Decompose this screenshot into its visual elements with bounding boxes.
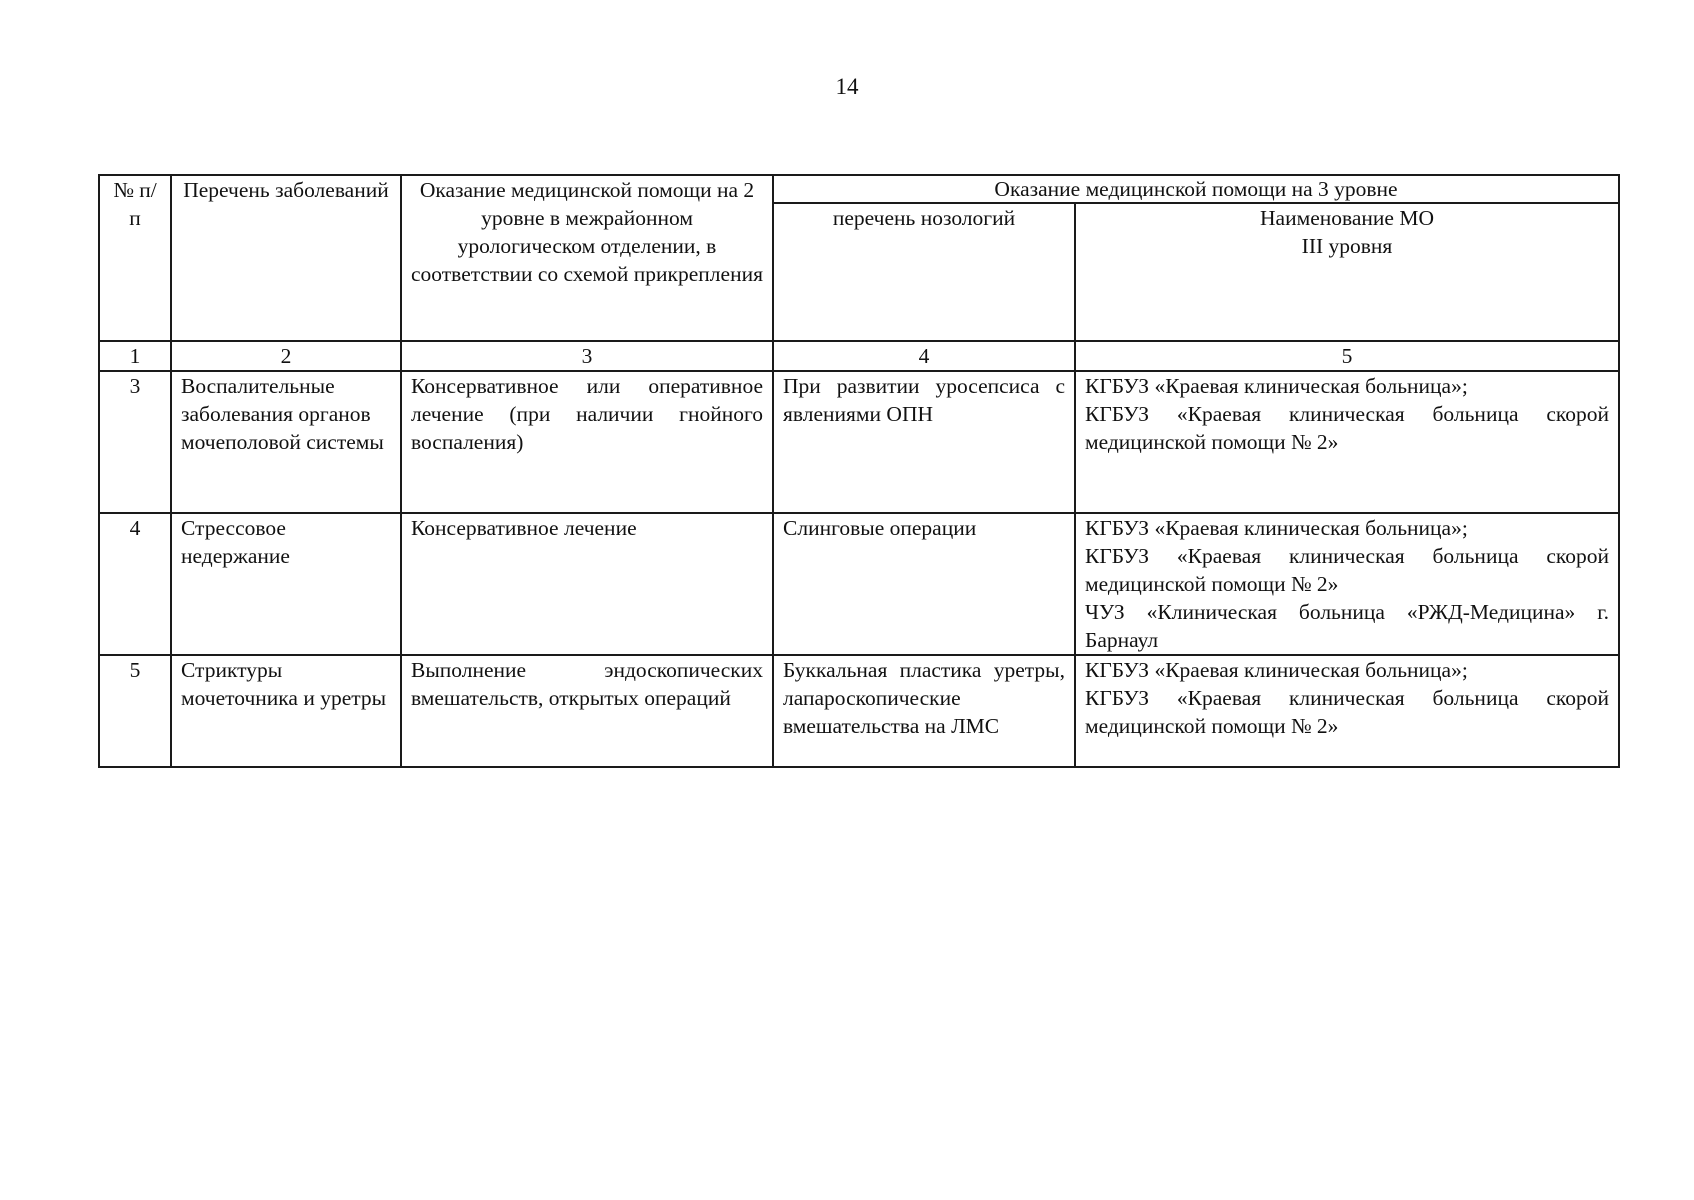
table-row (99, 513, 1619, 655)
column-numbers-row (99, 341, 1619, 371)
level2-cell: Выполнение эндоскопических вмешательств, открытых операций (401, 655, 773, 767)
column-number: 2 (171, 341, 401, 371)
header-number: № п/п (99, 175, 171, 341)
column-number: 4 (773, 341, 1075, 371)
mo-entry: КГБУЗ «Краевая клиническая больница скорой медицинской помощи № 2» (1085, 686, 1609, 738)
mo-cell (1075, 371, 1619, 513)
nosology-cell: Буккальная пластика уретры, лапароскопические вмешательства на ЛМС (773, 655, 1075, 767)
header-level2-care: Оказание медицинской помощи на 2 уровне в межрайонном урологическом отделении, в соответствии со схемой прикрепления (401, 175, 773, 341)
mo-entry: КГБУЗ «Краевая клиническая больница скорой медицинской помощи № 2» (1085, 544, 1609, 596)
header-row-1 (99, 175, 1619, 203)
disease-cell: Воспалительные заболевания органов мочеполовой системы (171, 371, 401, 513)
mo-cell (1075, 513, 1619, 655)
disease-cell: Стриктуры мочеточника и уретры (171, 655, 401, 767)
header-level3-care: Оказание медицинской помощи на 3 уровне (773, 175, 1619, 203)
mo-entry: КГБУЗ «Краевая клиническая больница»; (1085, 516, 1468, 540)
column-number: 5 (1075, 341, 1619, 371)
header-nosology-list: перечень нозологий (773, 203, 1075, 341)
header-mo-name (1075, 203, 1619, 341)
table-row (99, 655, 1619, 767)
column-number: 1 (99, 341, 171, 371)
level2-cell: Консервативное или оперативное лечение (при наличии гнойного воспаления) (401, 371, 773, 513)
row-number: 5 (99, 655, 171, 767)
header-disease-list: Перечень заболеваний (171, 175, 401, 341)
mo-cell (1075, 655, 1619, 767)
mo-entry: КГБУЗ «Краевая клиническая больница»; (1085, 658, 1468, 682)
column-number: 3 (401, 341, 773, 371)
disease-cell: Стрессовое недержание (171, 513, 401, 655)
header-mo-name-line2: III уровня (1301, 234, 1393, 258)
page-number: 14 (835, 74, 859, 99)
care-levels-table (98, 174, 1620, 768)
header-mo-name-line1: Наименование МО (1260, 206, 1434, 230)
mo-entry: ЧУЗ «Клиническая больница «РЖД-Медицина» г. Барнаул (1085, 600, 1609, 652)
row-number: 3 (99, 371, 171, 513)
mo-entry: КГБУЗ «Краевая клиническая больница скорой медицинской помощи № 2» (1085, 402, 1609, 454)
mo-entry: КГБУЗ «Краевая клиническая больница»; (1085, 374, 1468, 398)
table-row (99, 371, 1619, 513)
row-number: 4 (99, 513, 171, 655)
nosology-cell: При развитии уросепсиса с явлениями ОПН (773, 371, 1075, 513)
level2-cell: Консервативное лечение (401, 513, 773, 655)
nosology-cell: Слинговые операции (773, 513, 1075, 655)
